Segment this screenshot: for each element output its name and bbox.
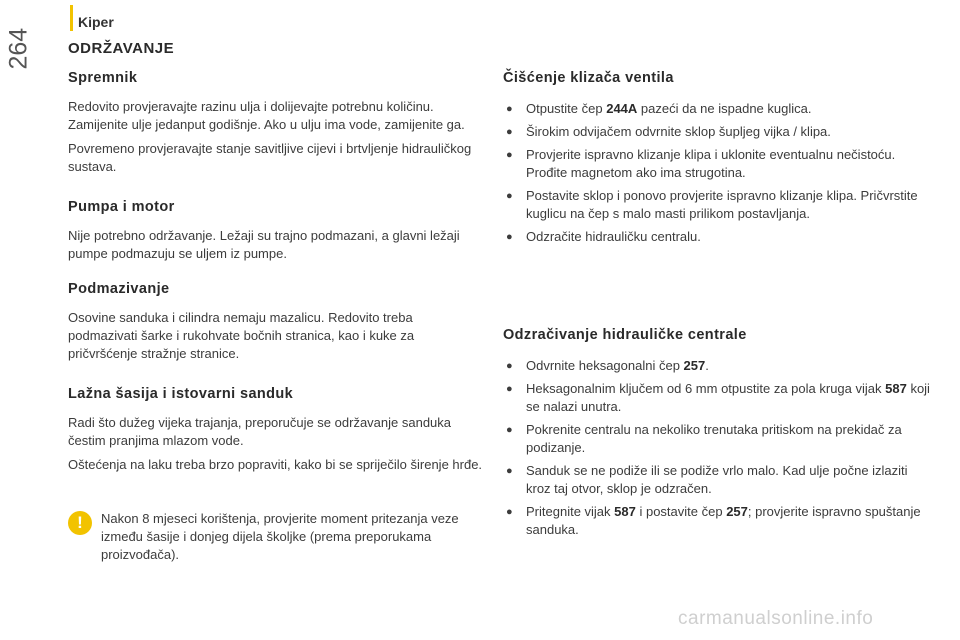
pumpa-heading: Pumpa i motor bbox=[68, 199, 175, 215]
podmazivanje-paragraph: Osovine sanduka i cilindra nemaju mazalicu. Redovito treba podmazivati šarke i rukohvate bočnih stranica, kao i kuke za pričvršćenje stražnje stranice. bbox=[68, 310, 415, 361]
list-item: ● Pritegnite vijak 587 i postavite čep 257; provjerite ispravno spuštanje sanduka. bbox=[506, 504, 921, 537]
part-number: 257 bbox=[726, 504, 748, 519]
sasija-paragraph-1: Radi što dužeg vijeka trajanja, preporučuje se održavanje sanduka čestim pranjima mlazom vode. bbox=[68, 415, 452, 448]
warning-note bbox=[101, 510, 486, 564]
header-title: Kiper bbox=[78, 14, 114, 30]
podmazivanje-section bbox=[68, 281, 483, 363]
odzracivanje-list bbox=[503, 357, 933, 539]
spremnik-paragraph-1: Redovito provjeravajte razinu ulja i dolijevajte potrebnu količinu. Zamijenite ulje jedanput godišnje. Ako u ulju ima vode, zamijenite ga. bbox=[68, 99, 465, 132]
sasija-paragraph-2: Oštećenja na laku treba brzo popraviti, kako bi se spriječilo širenje hrđe. bbox=[68, 457, 483, 472]
odzracivanje-section bbox=[503, 327, 933, 544]
pumpa-section bbox=[68, 199, 483, 263]
list-item: ● Sanduk se ne podiže ili se podiže vrlo malo. Kad ulje počne izlaziti kroz taj otvor, sklop je odzračen. bbox=[506, 463, 908, 496]
ciscenje-heading: Čišćenje klizača ventila bbox=[503, 70, 674, 86]
part-number: 587 bbox=[614, 504, 636, 519]
spremnik-heading: Spremnik bbox=[68, 70, 138, 86]
ciscenje-section bbox=[503, 70, 933, 251]
list-item: ● Pokrenite centralu na nekoliko trenutaka pritiskom na prekidač za podizanje. bbox=[506, 422, 902, 455]
warning-icon: ! bbox=[68, 511, 92, 535]
page-number: 264 bbox=[4, 27, 33, 70]
odzracivanje-heading: Odzračivanje hidrauličke centrale bbox=[503, 327, 747, 343]
list-item: ● Heksagonalnim ključem od 6 mm otpustite za pola kruga vijak 587 koji se nalazi unutra. bbox=[506, 381, 930, 414]
spremnik-paragraph-2: Povremeno provjeravajte stanje savitljive cijevi i brtvljenje hidrauličkog sustava. bbox=[68, 141, 472, 174]
header-accent-bar bbox=[70, 5, 73, 31]
spremnik-section bbox=[68, 70, 483, 176]
list-item: ● Širokim odvijačem odvrnite sklop šupljeg vijka / klipa. bbox=[506, 124, 831, 139]
list-item: ● Otpustite čep 244A pazeći da ne ispadne kuglica. bbox=[506, 101, 812, 116]
sasija-heading: Lažna šasija i istovarni sanduk bbox=[68, 386, 294, 402]
ciscenje-list bbox=[503, 100, 933, 246]
warning-text: Nakon 8 mjeseci korištenja, provjerite moment pritezanja veze između šasije i donjeg dijela školjke (prema preporukama proizvođača). bbox=[101, 511, 459, 562]
part-number: 244A bbox=[606, 101, 638, 116]
podmazivanje-heading: Podmazivanje bbox=[68, 281, 170, 297]
list-item: ● Odvrnite heksagonalni čep 257. bbox=[506, 358, 709, 373]
list-item: ● Provjerite ispravno klizanje klipa i uklonite eventualnu nečistoću. Prođite magnetom ako ima strugotina. bbox=[506, 147, 896, 180]
list-item: ● Postavite sklop i ponovo provjerite ispravno klizanje klipa. Pričvrstite kuglicu na čep s malo masti prilikom postavljanja. bbox=[506, 188, 918, 221]
sasija-section bbox=[68, 386, 483, 474]
part-number: 587 bbox=[885, 381, 907, 396]
section-title: ODRŽAVANJE bbox=[68, 40, 175, 57]
pumpa-paragraph: Nije potrebno održavanje. Ležaji su trajno podmazani, a glavni ležaji pumpe podmazuju se uljem iz pumpe. bbox=[68, 228, 460, 261]
watermark: carmanualsonline.info bbox=[678, 608, 874, 629]
part-number: 257 bbox=[683, 358, 706, 373]
list-item: ● Odzračite hidrauličku centralu. bbox=[506, 229, 701, 244]
